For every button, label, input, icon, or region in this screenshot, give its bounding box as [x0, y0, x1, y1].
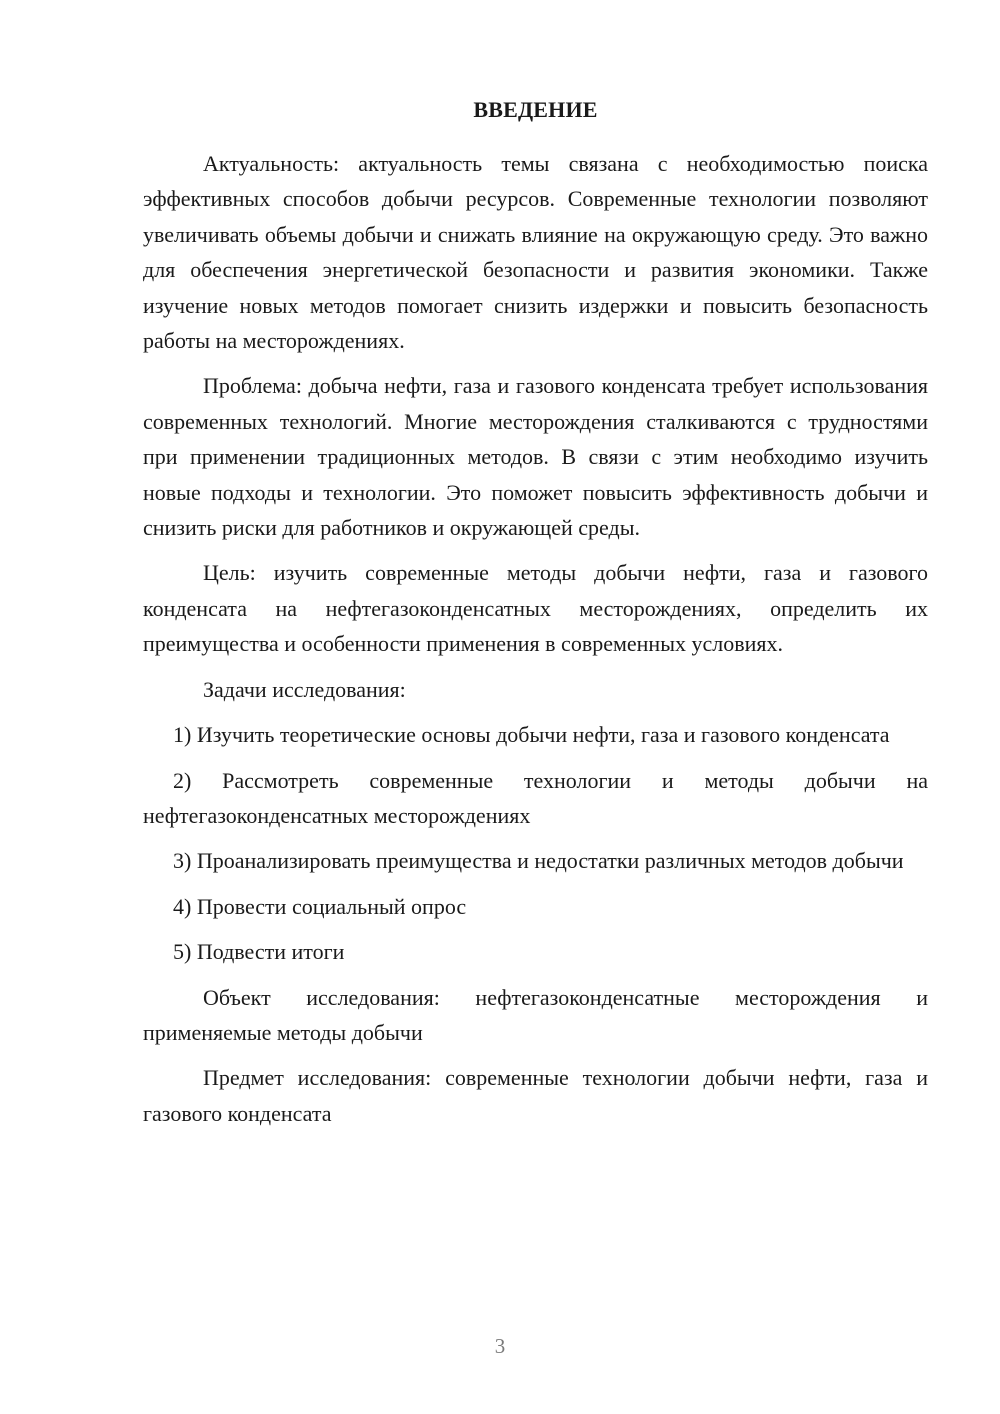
list-item: 4) Провести социальный опрос — [173, 893, 467, 919]
list-item: 3) Проанализировать преимущества и недостатки различных методов добычи — [173, 848, 904, 874]
relevance-paragraph: Актуальность: актуальность темы связана с необходимостью поиска эффективных способов добычи ресурсов. Современные технологии позволяют увеличивать объемы добычи и снижать влияние на окружающую среду. Это важно для обеспечения энергетической безопасности и развития экономики. Также изучение новых методов помогает снизить издержки и повысить безопасность работы на месторождениях. — [143, 151, 928, 354]
goal-paragraph: Цель: изучить современные методы добычи нефти, газа и газового конденсата на нефтегазоконденсатных месторождениях, определить их преимущества и особенности применения в современных условиях. — [143, 560, 928, 657]
tasks-list — [143, 717, 928, 969]
list-item: 5) Подвести итоги — [173, 939, 345, 965]
list-item: 2) Рассмотреть современные технологии и методы добычи на нефтегазоконденсатных месторождениях — [143, 767, 928, 828]
page-title: ВВЕДЕНИЕ — [473, 97, 598, 122]
subject-paragraph: Предмет исследования: современные технологии добычи нефти, газа и газового конденсата — [143, 1065, 928, 1126]
problem-paragraph: Проблема: добыча нефти, газа и газового конденсата требует использования современных технологий. Многие месторождения сталкиваются с трудностями при применении традиционных методов. В связи с этим необходимо изучить новые подходы и технологии. Это поможет повысить эффективность добычи и снизить риски для работников и окружающей среды. — [143, 373, 928, 541]
tasks-title: Задачи исследования: — [203, 676, 406, 702]
object-paragraph: Объект исследования: нефтегазоконденсатные месторождения и применяемые методы добычи — [143, 984, 928, 1045]
document-body — [143, 96, 928, 1131]
list-item: 1) Изучить теоретические основы добычи нефти, газа и газового конденсата — [173, 722, 890, 748]
page-number: 3 — [494, 1334, 506, 1358]
